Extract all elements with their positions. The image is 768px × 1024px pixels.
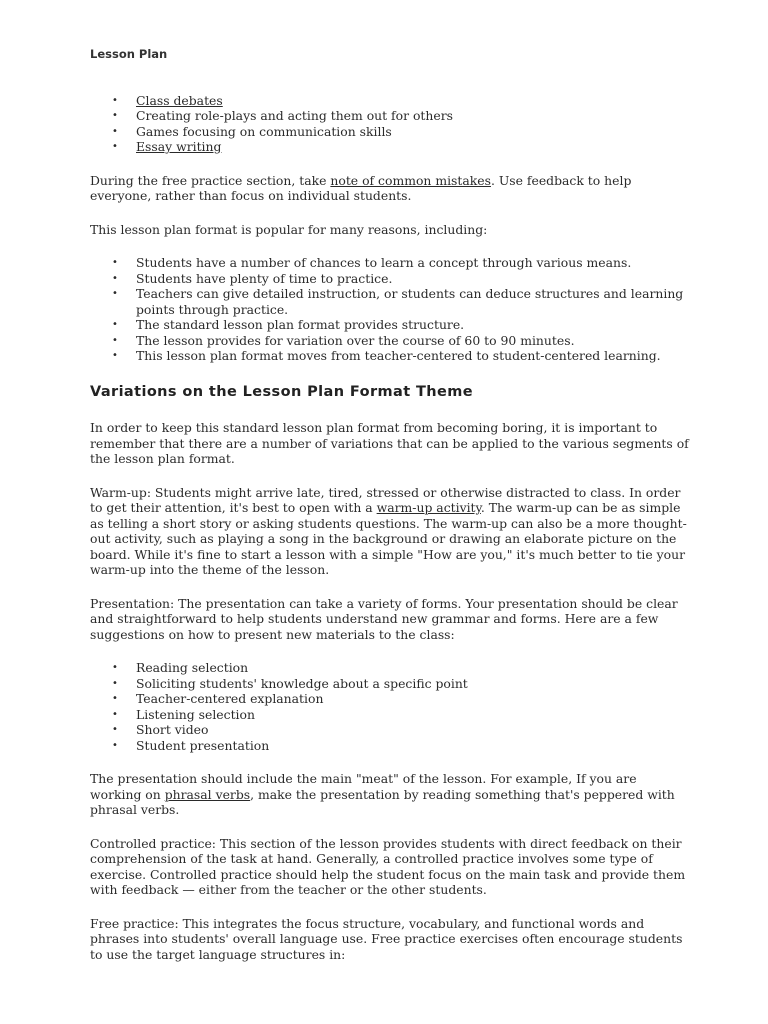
paragraph-text: . The warm-up can be as simple as telling a short story or asking students questions. The warm-up can also be a more thought-out activity, such as playing a song in the background or drawing an elaborate picture on the board. While it's fine to start a lesson with a simple "How are you," it's much better to tie your warm-up into the theme of the lesson. [90,500,687,577]
reasons-list [90,255,690,364]
document-content [90,47,690,962]
list-item: • Soliciting students' knowledge about a specific point [90,676,690,692]
list-item: • Student presentation [90,738,690,754]
warm-up-paragraph [90,485,690,578]
paragraph-text: Warm-up: Students might arrive late, tired, stressed or otherwise distracted to class. In order to get their attention, it's best to open with a [90,484,681,515]
presentation-list [90,660,690,753]
list-item: • Teacher-centered explanation [90,691,690,707]
list-item: • Short video [90,722,690,738]
presentation-meat-paragraph [90,771,690,818]
popular-reasons-paragraph: This lesson plan format is popular for many reasons, including: [90,221,488,237]
list-item: • Listening selection [90,707,690,723]
phrasal-verbs-link[interactable]: phrasal verbs [164,786,251,802]
list-item: • The lesson provides for variation over the course of 60 to 90 minutes. [90,333,690,349]
paragraph-text: During the free practice section, take [90,172,331,188]
free-practice-paragraph [90,173,690,204]
activity-list [90,93,690,155]
common-mistakes-link[interactable]: note of common mistakes [330,172,491,188]
variations-intro-paragraph: In order to keep this standard lesson plan format from becoming boring, it is important to remember that there are a number of variations that can be applied to the various segments of the lesson plan format. [90,420,689,466]
list-item: • Students have plenty of time to practice. [90,271,690,287]
list-item: • The standard lesson plan format provides structure. [90,317,690,333]
list-item [90,93,690,109]
essay-writing-link[interactable]: Essay writing [136,139,222,154]
controlled-practice-paragraph: Controlled practice: This section of the lesson provides students with direct feedback on their comprehension of the task at hand. Generally, a controlled practice involves some type of exercise. Controlled practice should help the student focus on the main task and provide them with feedback — either from the teacher or the other students. [90,835,686,897]
list-item: • Games focusing on communication skills [90,124,690,140]
list-item: • Teachers can give detailed instruction, or students can deduce structures and learning points through practice. [90,286,690,317]
paragraph-text: . Use feedback to help everyone, rather than focus on individual students. [90,172,632,203]
presentation-paragraph: Presentation: The presentation can take a variety of forms. Your presentation should be clear and straightforward to help students understand new grammar and forms. Here are a few suggestions on how to present new materials to the class: [90,595,678,642]
list-item: • Creating role-plays and acting them out for others [90,108,690,124]
list-item: • This lesson plan format moves from teacher-centered to student-centered learning. [90,348,690,364]
free-practice-description-paragraph: Free practice: This integrates the focus structure, vocabulary, and functional words and phrases into students' overall language use. Free practice exercises often encourage students to use the target language structures in: [90,915,683,962]
warm-up-activity-link[interactable]: warm-up activity [376,500,481,515]
list-item: • Reading selection [90,660,690,676]
paragraph-text: The presentation should include the main "meat" of the lesson. For example, If you are working on [90,771,637,802]
page-header-title: Lesson Plan [90,47,168,61]
class-debates-link[interactable]: Class debates [136,92,223,108]
section-heading: Variations on the Lesson Plan Format Theme [90,383,473,400]
list-item [90,139,690,155]
paragraph-text: , make the presentation by reading something that's peppered with phrasal verbs. [90,786,675,817]
list-item: • Students have a number of chances to learn a concept through various means. [90,255,690,271]
